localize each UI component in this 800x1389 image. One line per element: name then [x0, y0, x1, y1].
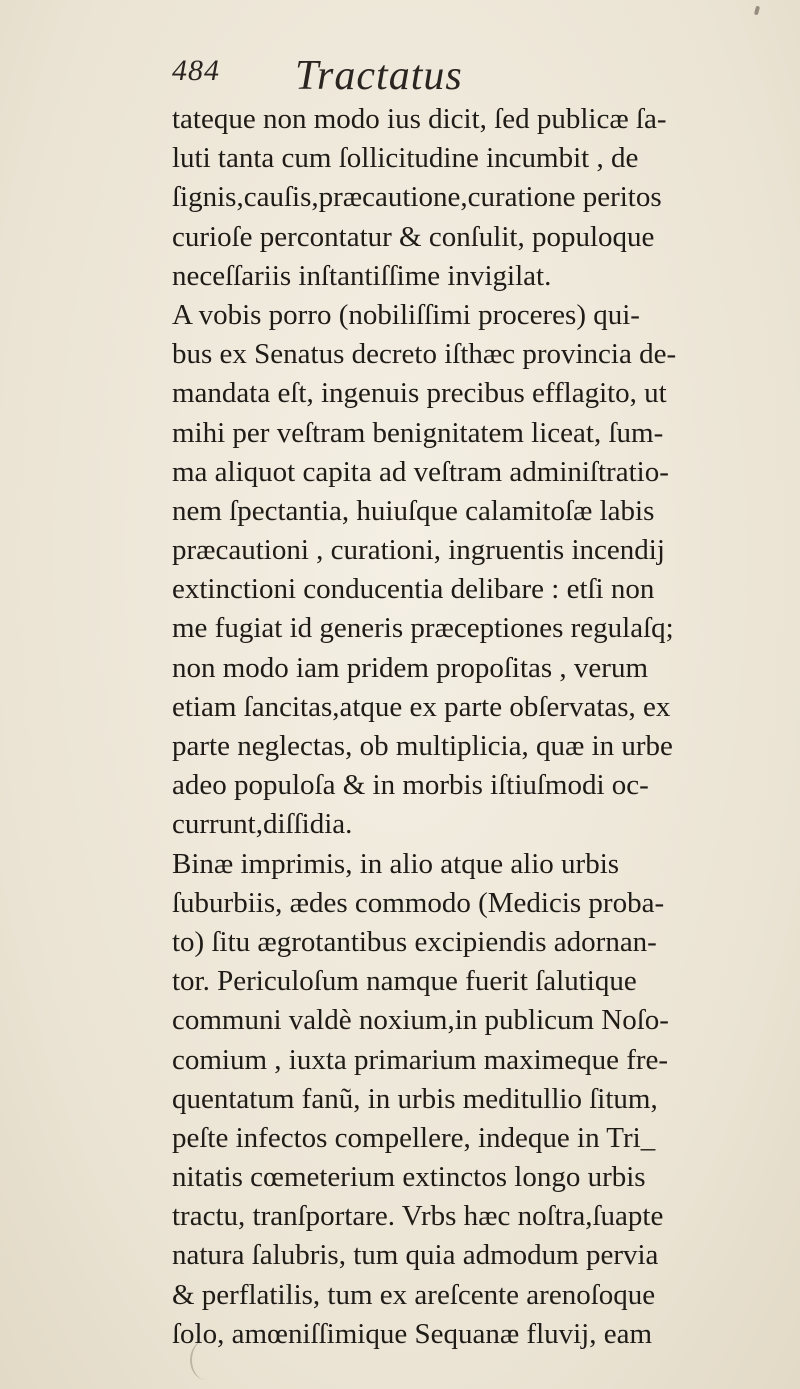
text-line: comium , iuxta primarium maximeque fre-	[172, 1043, 669, 1076]
text-line: me fugiat id generis præceptiones regulaſq;	[172, 612, 674, 645]
text-line: peſte infectos compellere, indeque in Tri_	[172, 1121, 656, 1154]
text-line: mihi per veſtram benignitatem liceat, ſum-	[172, 416, 664, 449]
text-line: mandata eſt, ingenuis precibus efflagito, ut	[172, 377, 667, 410]
body-text	[172, 100, 794, 1354]
text-line: tractu, tranſportare. Vrbs hæc noſtra,ſuapte	[172, 1200, 664, 1233]
text-line: A vobis porro (nobiliſſimi proceres) qui-	[172, 298, 640, 331]
text-line: curioſe percontatur & conſulit, populoque	[172, 220, 655, 253]
text-line: adeo populoſa & in morbis iſtiuſmodi oc-	[172, 769, 649, 802]
text-line: tor. Periculoſum namque fuerit ſalutique	[172, 965, 637, 998]
running-title: Tractatus	[295, 53, 463, 99]
paper-smudge	[190, 1340, 222, 1380]
text-line: quentatum fanũ, in urbis meditullio ſitum,	[172, 1082, 658, 1115]
text-line: Binæ imprimis, in alio atque alio urbis	[172, 847, 620, 880]
page-number: 484	[172, 54, 220, 87]
text-line: bus ex Senatus decreto iſthæc provincia de-	[172, 338, 677, 371]
text-line: etiam ſancitas,atque ex parte obſervatas, ex	[172, 690, 671, 723]
text-line: præcautioni , curationi, ingruentis incendij	[172, 534, 665, 567]
text-line: ſolo, amœniſſimique Sequanæ fluvij, eam	[172, 1317, 653, 1350]
text-line: neceſſariis inſtantiſſime invigilat.	[172, 259, 552, 292]
text-line: currunt,diſſidia.	[172, 808, 353, 841]
text-line: natura ſalubris, tum quia admodum pervia	[172, 1239, 659, 1272]
page-header	[0, 52, 800, 102]
text-line: to) ſitu ægrotantibus excipiendis adornan-	[172, 925, 657, 958]
ink-mark	[754, 6, 760, 16]
text-line: extinctioni conducentia delibare : etſi non	[172, 573, 655, 606]
text-line: nitatis cœmeterium extinctos longo urbis	[172, 1161, 646, 1194]
text-line: communi valdè noxium,in publicum Noſo-	[172, 1004, 669, 1037]
text-line: ſignis,cauſis,præcautione,curatione peritos	[172, 181, 662, 214]
text-line: ma aliquot capita ad veſtram adminiſtratio-	[172, 455, 669, 488]
text-line: nem ſpectantia, huiuſque calamitoſæ labis	[172, 494, 655, 527]
text-line: & perflatilis, tum ex areſcente arenoſoque	[172, 1278, 656, 1311]
text-line: luti tanta cum ſollicitudine incumbit , de	[172, 142, 639, 175]
text-line: ſuburbiis, ædes commodo (Medicis proba-	[172, 886, 665, 919]
text-line: non modo iam pridem propoſitas , verum	[172, 651, 649, 684]
text-line: parte neglectas, ob multiplicia, quæ in urbe	[172, 730, 673, 762]
text-line: tateque non modo ius dicit, ſed publicæ ſa-	[172, 103, 667, 135]
